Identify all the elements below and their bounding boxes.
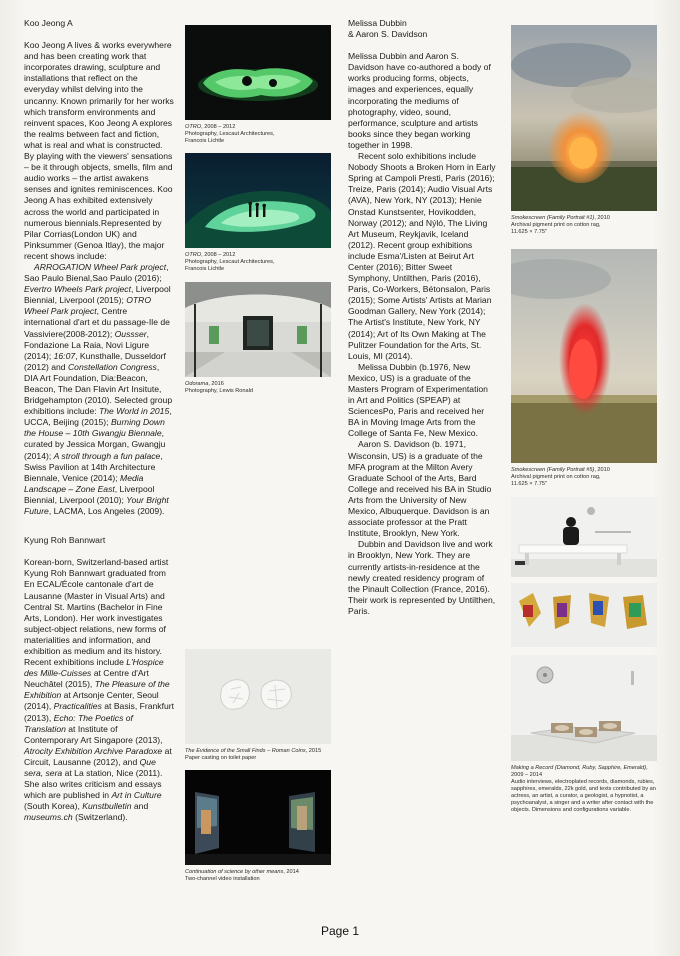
bio-run: Kunstbulletin bbox=[82, 801, 132, 812]
caption-title: Odorama bbox=[185, 380, 209, 387]
caption-date: , 2010 bbox=[594, 467, 610, 474]
photo-gemstone-objects bbox=[511, 583, 657, 647]
photo-smokescreen-1 bbox=[511, 25, 657, 211]
bio-run: Oussser bbox=[114, 328, 147, 339]
caption-continuation bbox=[185, 869, 331, 883]
caption-line: Paper casting on toilet paper bbox=[185, 754, 257, 761]
caption-title: OTRO bbox=[185, 124, 202, 130]
caption-date: , 2016 bbox=[208, 380, 224, 387]
bio-run: , DIA Art Foundation, Dia:Beacon, Beacon, The Dan Flavin Art Insitute, Bridgehampton (2010). Selected group exhibitions include: bbox=[24, 361, 173, 417]
bio-run: OTRO Wheel Park project bbox=[24, 295, 152, 317]
bio-run: , Liverpool Biennial, Liverpool (2015); bbox=[24, 284, 171, 306]
photo-installation-bench bbox=[511, 497, 657, 577]
figure-making-a-record bbox=[511, 655, 657, 815]
caption-line: Photography, Lescaut Architectures, bbox=[185, 259, 275, 266]
caption-date: , 2009 – 2014 bbox=[511, 764, 648, 778]
artist-name-koo: Koo Jeong A bbox=[24, 18, 73, 28]
bio-run: Aaron S. Davidson (b. 1971, Wisconsin, US) is a graduate of the MFA program at the Milton Avery Graduate School of the Arts, Bard College and received his BA in Studio Arts from the University of New Mexico, Albuquerque. Davidson is an associate professor at the Pratt Institute, Brooklyn, New York. bbox=[348, 439, 492, 539]
bio-run: Evertro Wheels Park project bbox=[24, 284, 131, 295]
photo-smokescreen-5 bbox=[511, 249, 657, 463]
caption-line: Two-channel video installation bbox=[185, 876, 260, 883]
bio-run: L'Hospice des Mille-Cuisses bbox=[24, 657, 164, 679]
bio-run: The World in 2015 bbox=[99, 406, 170, 417]
bio-run: Echo: The Poetics of Translation bbox=[24, 712, 133, 734]
photo-making-a-record bbox=[511, 655, 657, 761]
bio-run: Koo Jeong A lives & works everywhere and has been creating work that incorporates drawing, sculpture and installations that reflect on the everyday whilst delving into the uncanny. Known primarily for her works which transform environments and reinvent spaces, Koo Jeong A explores the realms between fact and fiction, what is real and what is constructed. By playing with the viewers' sensations – be it through objects, smells, film and audio works – the artist awakens senses and ignites reminiscences. Koo Jeong A has exhibited extensively across the world and participated in numerous biennials.Represented by Pilar Corrias(London UK) and Pinksummer (Genoa Itlay), the major recent shows include: bbox=[24, 40, 174, 261]
caption-title: Continuation of science by other means bbox=[185, 868, 284, 875]
column-text-left bbox=[24, 18, 174, 823]
bio-run: and bbox=[131, 801, 149, 812]
caption-otro-2 bbox=[185, 252, 331, 273]
column-images-left bbox=[185, 25, 331, 883]
bio-run: Dubbin and Davidson live and work in Brooklyn, New York. They are currently artists-in-residence at the newly created residency program of the Pinault Collection (France, 2016). Their work is represented by Untilthen, Paris. bbox=[348, 539, 496, 616]
bio-run: Media Landscape – Zone East bbox=[24, 472, 144, 494]
bio-run: Recent solo exhibitions include Nobody Shoots a Broken Horn in Early Spring at Campoli Presti, Paris (2016); Treize, Paris (2014); Audio Visual Arts (AVA), New York, NY (2013); Henie Onstad Kunstsenter, Hovikodden, Norway (2012); and Nýló, The Living Art Museum, Reykjavik, Iceland (2012). Recent group exhibitions include Esma'/Listen at Beirut Art Center (2016); Bitter Sweet Symphony, Untilthen, Paris (2016), Paris, Co-Workers, Bétonsalon, Paris (2015); Some Artists' Artists at Marian Goodman Gallery, New York (2014); The Artist's Institute, New York, NY (2014); Art of Its Own Making at The Pulitzer Foundation for the Arts, St. Louis, MI (2014). bbox=[348, 151, 496, 361]
photo-odorama bbox=[185, 282, 331, 377]
caption-line: Photography, Lewis Ronald bbox=[185, 387, 253, 394]
figure-otro-figures bbox=[185, 153, 331, 273]
bio-run: at La station, Nice (2011). She also writes criticism and essays which are published in bbox=[24, 768, 163, 801]
caption-date: , 2014 bbox=[283, 868, 299, 875]
caption-date: , 2010 bbox=[594, 215, 610, 221]
photo-otro-figures bbox=[185, 153, 331, 248]
artist-name-dubbin-line2: & Aaron S. Davidson bbox=[348, 29, 428, 40]
bio-run: at Circuit, Lausanne (2012), and bbox=[24, 745, 172, 767]
bio-run: , Sao Paulo Bienal,Sao Paulo (2016); bbox=[24, 261, 169, 284]
bio-run: Melissa Dubbin and Aaron S. Davidson have co-authored a body of works producing forms, objects, images and experiences, equally incorporating the mediums of photography, video, sound, performance, sculpture and artists books since they began working together in 1998. bbox=[348, 51, 491, 150]
caption-smokescreen-5 bbox=[511, 467, 657, 488]
photo-otro-aerial bbox=[185, 25, 331, 120]
photo-evidence bbox=[185, 649, 331, 744]
caption-title: OTRO bbox=[185, 252, 202, 259]
bio-run: A stroll through a fun palace bbox=[53, 450, 161, 461]
artist-bio-koo bbox=[24, 40, 174, 517]
caption-title: The Evidence of the Small Finds – Roman Coins bbox=[185, 747, 306, 754]
bio-run: at Centre d'Art Neuchâtel (2015), bbox=[24, 668, 149, 690]
bio-run: , Fondazione La Raia, Novi Ligure (2014); bbox=[24, 328, 150, 361]
bio-run: Burning Down the House – 10th Gwangju Biennale bbox=[24, 417, 165, 439]
column-images-right bbox=[511, 25, 657, 814]
bio-run: 16:07 bbox=[53, 350, 76, 361]
caption-otro-1 bbox=[185, 124, 331, 145]
caption-odorama bbox=[185, 381, 331, 395]
bio-run: Que sera, sera bbox=[24, 756, 156, 778]
bio-run: Practicalities bbox=[53, 701, 102, 712]
bio-run: (South Korea), bbox=[24, 801, 83, 812]
caption-line: 11.625 × 7.75" bbox=[511, 229, 547, 236]
figure-odorama bbox=[185, 282, 331, 395]
figure-smokescreen-5 bbox=[511, 249, 657, 488]
caption-title: Smokescreen (Family Portrait #1) bbox=[511, 215, 595, 221]
bio-run: at Institute of Contemporary Art Singapore (2013), bbox=[24, 723, 163, 745]
caption-line: Francois Lichtle bbox=[185, 138, 225, 145]
caption-smokescreen-1 bbox=[511, 215, 657, 236]
caption-date: , 2008 – 2012 bbox=[201, 124, 236, 130]
figure-evidence bbox=[185, 649, 331, 762]
photo-continuation bbox=[185, 770, 331, 865]
caption-title: Making a Record (Diamond, Ruby, Sapphire, Emerald) bbox=[511, 764, 647, 771]
figure-continuation bbox=[185, 770, 331, 883]
page-number: Page 1 bbox=[320, 924, 360, 938]
caption-line: 11.625 × 7.75" bbox=[511, 481, 547, 488]
bio-run: Constellation Congress bbox=[67, 361, 157, 372]
bio-run: at Artsonje Center, Seoul (2014), bbox=[24, 690, 159, 712]
caption-evidence bbox=[185, 748, 331, 762]
artist-name-kyung: Kyung Roh Bannwart bbox=[24, 535, 106, 546]
caption-title: Smokescreen (Family Portrait #5) bbox=[511, 467, 595, 474]
bio-run: Korean-born, Switzerland-based artist Kyung Roh Bannwart graduated from En ECAL/École cantonale d'art de Lausanne (Master in Visual Arts) and Central St. Martins (Bachelor in Fine Arts, London). Her work investigates subject-object relations, new forms of materialities and information, and exhibition as medium and its history. Recent exhibitions include bbox=[24, 557, 169, 668]
bio-run: The Pleasure of the Exhibition bbox=[24, 679, 170, 701]
caption-line: Francois Lichtle bbox=[185, 266, 225, 273]
caption-date: , 2015 bbox=[305, 747, 322, 754]
caption-line: Archival pigment print on cotton rag, bbox=[511, 474, 601, 481]
artist-bio-kyung bbox=[24, 557, 174, 823]
bio-run: , Centre international d'art et du passage-Ile de Vassiviere(2008-2012); bbox=[24, 306, 170, 339]
caption-line: Audio interviews, electroplated records, diamonds, rubies, sapphires, emeralds, 22k gold, and texts contributed by an actress, an artist, a curator, a geologist, a hypnotist, a psychoanalyst, a singer and a writer after contact with the objects. Dimensions and configurations variable. bbox=[511, 778, 656, 814]
bio-run: , Kunsthalle, Dusseldorf (2012) and bbox=[24, 350, 166, 372]
bio-run: (Switzerland). bbox=[72, 812, 128, 823]
artist-bio-dubbin bbox=[348, 51, 496, 617]
caption-line: Archival pigment print on cotton rag, bbox=[511, 222, 601, 229]
figure-smokescreen-1 bbox=[511, 25, 657, 236]
artist-name-dubbin-line1: Melissa Dubbin bbox=[348, 18, 407, 28]
bio-run: , LACMA, Los Angeles (2009). bbox=[48, 506, 165, 517]
bio-run: , curated by Jessica Morgan, Gwangju (2014); bbox=[24, 428, 166, 461]
bio-run: , Swiss Pavilion at 14th Architecture Biennale, Venice (2014); bbox=[24, 450, 163, 483]
artist-name-dubbin bbox=[348, 18, 496, 40]
bio-run: museums.ch bbox=[24, 812, 73, 823]
bio-run: ARROGATION Wheel Park project bbox=[34, 261, 167, 272]
caption-making-a-record bbox=[511, 765, 657, 815]
bio-run: Art in Culture bbox=[111, 790, 162, 801]
caption-date: , 2008 – 2012 bbox=[201, 252, 236, 259]
bio-run: Melissa Dubbin (b.1976, New Mexico, US) is a graduate of the Masters Program of Experimentation in Art and Politics (SPEAP) at SciencesPo, Paris and received her BA in Moving Image Arts from the College of Santa Fe, New Mexico. bbox=[348, 361, 488, 439]
bio-run: Atrocity Exhibition Archive Paradoxe bbox=[24, 745, 163, 756]
bio-run: , UCCA, Beijing (2015); bbox=[24, 406, 172, 428]
figure-otro-aerial bbox=[185, 25, 331, 145]
bio-run: , Liverpool Biennial, Liverpool (2010); bbox=[24, 483, 155, 505]
column-text-right bbox=[348, 18, 496, 617]
bio-run: Your Bright Future bbox=[24, 494, 169, 517]
bio-run: at Basis, Frankfurt (2013), bbox=[24, 701, 174, 723]
caption-line: Photography, Lescaut Architectures, bbox=[185, 131, 275, 138]
